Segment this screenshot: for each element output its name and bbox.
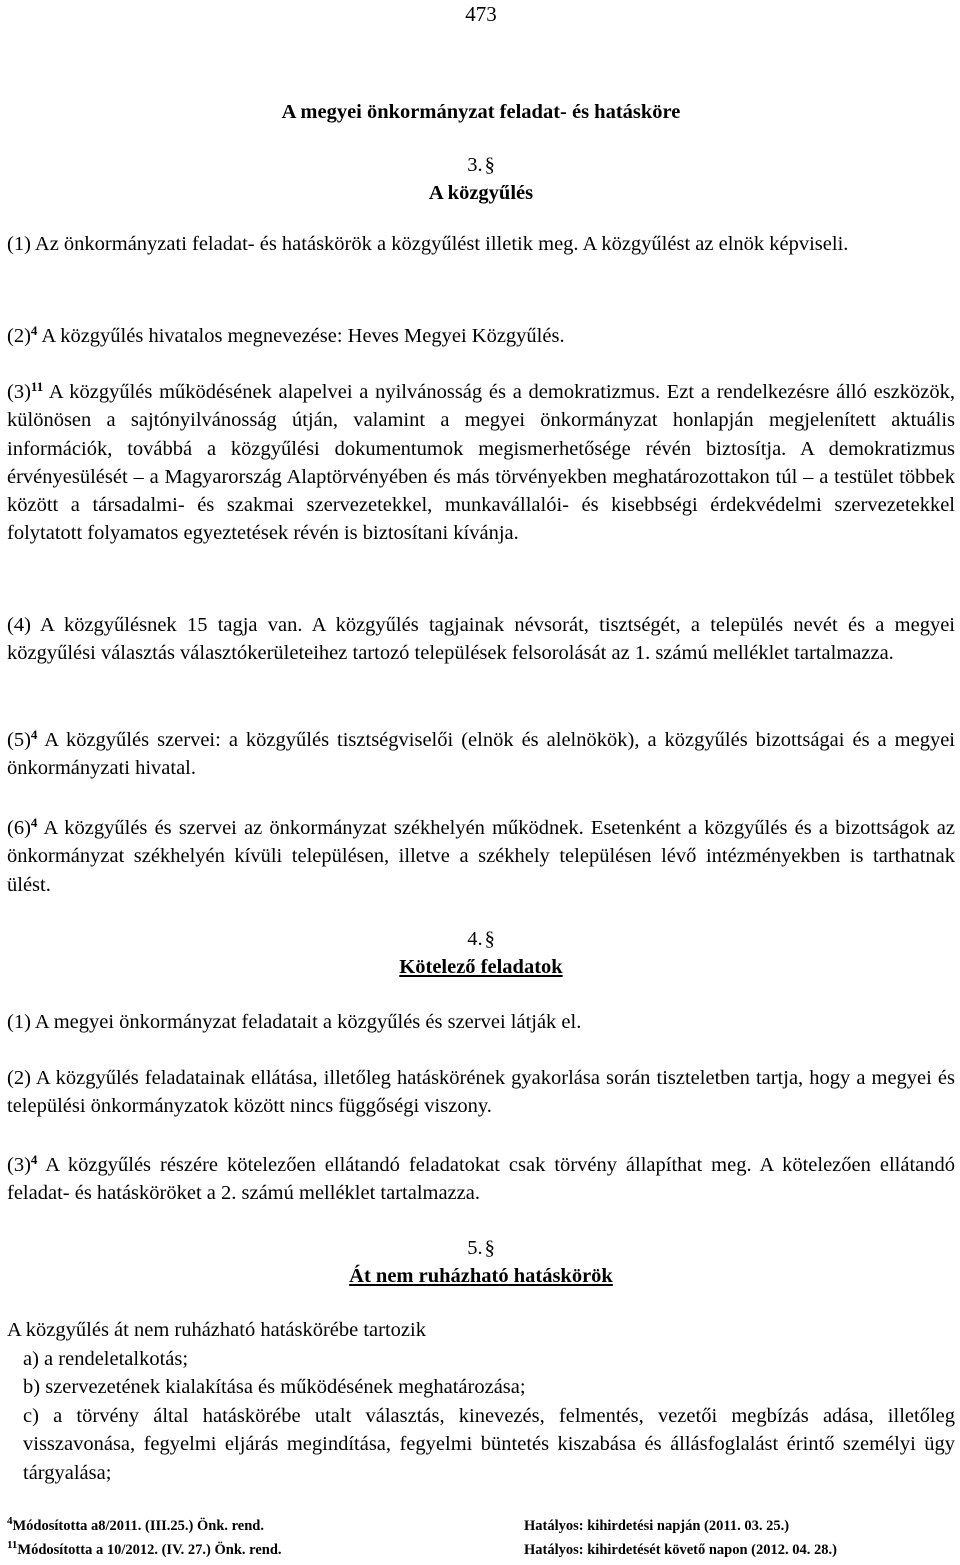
footnote-ref: 4 bbox=[30, 726, 38, 742]
footnote-ref: 4 bbox=[30, 1151, 38, 1167]
footnote bbox=[7, 1516, 955, 1540]
footnote-ref: 4 bbox=[30, 322, 38, 338]
footnote-effect: Hatályos: kihirdetési napján (2011. 03. 25.) bbox=[524, 1518, 790, 1534]
section-3-paragraph-4: (4) A közgyűlésnek 15 tagja van. A közgyűlés tagjainak névsorát, tisztségét, a település nevét és a megyei közgyűlési választás választókerületeihez tartozó települések felsorolását az 1. számú melléklet tartalmazza. bbox=[7, 614, 955, 665]
section-5-title: Át nem ruházható hatáskörök bbox=[349, 1265, 613, 1287]
footnote-ref: 11 bbox=[30, 378, 44, 394]
footnote bbox=[7, 1540, 955, 1564]
chapter-title: A megyei önkormányzat feladat- és hatásköre bbox=[281, 101, 681, 123]
list-item-b: b) szervezetének kialakítása és működésének meghatározása; bbox=[23, 1376, 526, 1398]
section-3-paragraph-2: $(2)^4$ A közgyűlés hivatalos megnevezése: Heves Megyei Közgyűlés. bbox=[7, 322, 565, 347]
section-4-paragraph-3: $(3)^4$ A közgyűlés részére kötelezően ellátandó feladatokat csak törvény állapíthat meg. A kötelezően ellátandó feladat- és hatásköröket a 2. számú melléklet tartalmazza. bbox=[7, 1151, 955, 1205]
section-3-number: 3.§ bbox=[467, 154, 495, 176]
document-page bbox=[7, 0, 955, 1565]
section-3-paragraph-1: (1) Az önkormányzati feladat- és hatáskörök a közgyűlést illetik meg. A közgyűlést az elnök képviseli. bbox=[7, 233, 849, 255]
section-4-number: 4.§ bbox=[467, 928, 495, 950]
footnote-mark: 4 bbox=[7, 1514, 13, 1527]
footnote-text: Módosította a 10/2012. (IV. 27.) Önk. rend. bbox=[17, 1542, 282, 1558]
footnote-text: Módosította a8/2011. (III.25.) Önk. rend. bbox=[12, 1518, 264, 1534]
section-symbol: § bbox=[484, 154, 495, 176]
section-3-paragraph-5: $(5)^4$ A közgyűlés szervei: a közgyűlés tisztségviselői (elnök és alelnökök), a közgyűlés bizottságai és a megyei önkormányzati hivatal. bbox=[7, 726, 955, 780]
list-item-c: c) a törvény által hatáskörébe utalt választás, kinevezés, felmentés, vezetői megbízás adása, illetőleg visszavonása, fegyelmi eljárás megindítása, fegyelmi büntetés kiszabása és állásfoglalást érintő személyi ügy tárgyalása; bbox=[23, 1405, 955, 1484]
section-4-paragraph-2: (2) A közgyűlés feladatainak ellátása, illetőleg hatáskörének gyakorlása során tiszteletben tartja, hogy a megyei és települési önkormányzatok között nincs függőségi viszony. bbox=[7, 1067, 955, 1118]
section-3-paragraph-3: $(3)^{11}$ A közgyűlés működésének alapelvei a nyilvánosság és a demokratizmus. Ezt a rendelkezésre álló eszközök, különösen a sajtónyilvánosság útján, valamint a megyei önkormányzat honlapján megjelenített aktuális információk, továbbá a közgyűlési dokumentumok megismerhetősége révén biztosítja. A demokratizmus érvényesülését – a Magyarország Alaptörvényében és más törvényekben meghatározottakon túl – a testület többek között a társadalmi- és szakmai szervezetekkel, munkavállalói- és kisebbségi érdekvédelmi szervezetekkel folytatott folyamatos egyeztetések révén is biztosítani kívánja. bbox=[7, 378, 955, 545]
section-4-paragraph-1: (1) A megyei önkormányzat feladatait a közgyűlés és szervei látják el. bbox=[7, 1011, 582, 1033]
section-3-title: A közgyűlés bbox=[428, 182, 534, 204]
footnotes bbox=[7, 1516, 955, 1564]
section-symbol: § bbox=[484, 928, 495, 950]
list-item-a: a) a rendeletalkotás; bbox=[23, 1348, 189, 1370]
footnote-mark: 11 bbox=[7, 1538, 18, 1551]
section-4-title: Kötelező feladatok bbox=[399, 956, 563, 978]
section-5-intro: A közgyűlés át nem ruházható hatáskörébe tartozik bbox=[7, 1319, 426, 1341]
page-number: 473 bbox=[465, 2, 497, 26]
section-symbol: § bbox=[484, 1237, 495, 1259]
footnote-effect: Hatályos: kihirdetését követő napon (2012. 04. 28.) bbox=[524, 1542, 837, 1558]
section-5-number: 5.§ bbox=[467, 1237, 495, 1259]
section-3-paragraph-6: $(6)^4$ A közgyűlés és szervei az önkormányzat székhelyén működnek. Esetenként a közgyűlés és a bizottságok az önkormányzat székhelyén kívüli településen, illetve a székhely településen lévő intézményekben is tarthatnak ülést. bbox=[7, 814, 955, 896]
footnote-ref: 4 bbox=[30, 814, 38, 830]
